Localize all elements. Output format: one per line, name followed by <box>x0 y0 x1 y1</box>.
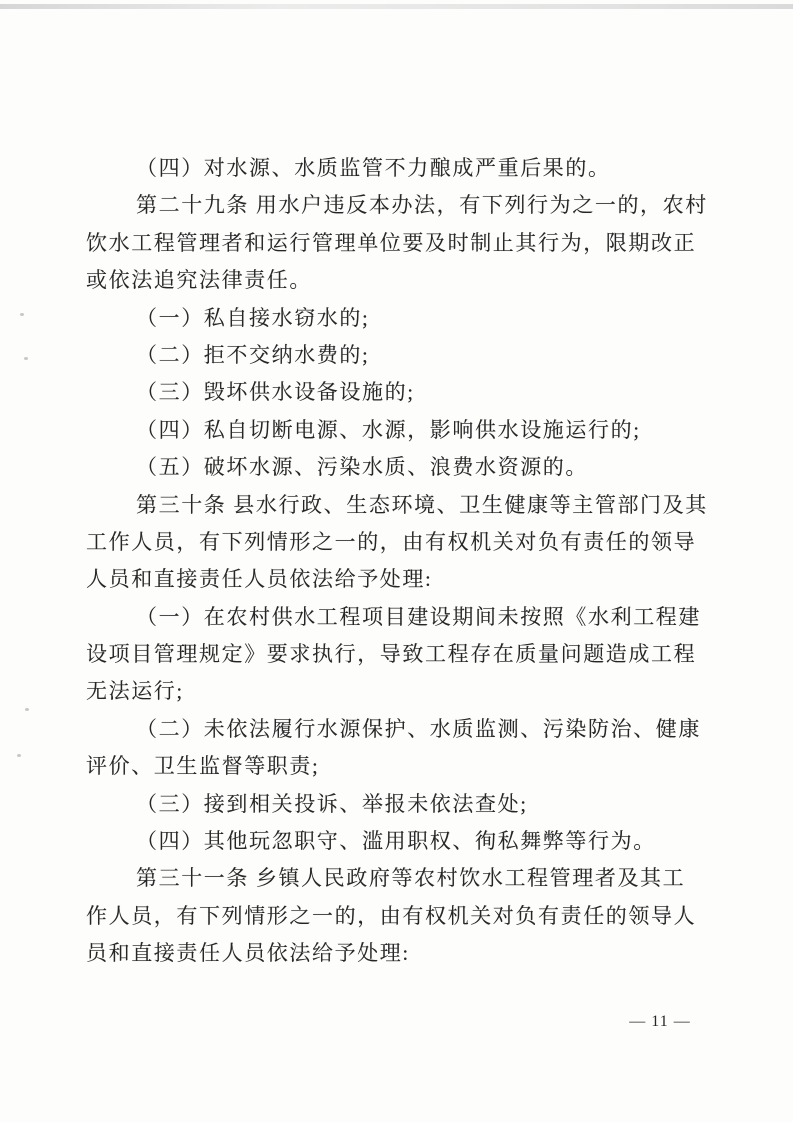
document-line: （三）毁坏供水设备设施的; <box>136 380 415 405</box>
document-line: 工作人员，有下列情形之一的，由有权机关对负有责任的领导 <box>86 529 697 554</box>
document-line: （五）破坏水源、污染水质、浪费水资源的。 <box>136 455 588 480</box>
document-line: （一）私自接水窃水的; <box>136 305 370 330</box>
document-line: 饮水工程管理者和运行管理单位要及时制止其行为，限期改正 <box>86 230 697 255</box>
document-line: 人员和直接责任人员依法给予处理: <box>86 567 433 592</box>
document-line: 或依法追究法律责任。 <box>86 268 312 293</box>
document-line: 员和直接责任人员依法给予处理: <box>86 941 410 966</box>
page-number: — 11 — <box>629 1013 691 1030</box>
document-line: 第三十一条 乡镇人民政府等农村饮水工程管理者及其工 <box>136 866 686 891</box>
document-line: 评价、卫生监督等职责; <box>86 754 320 779</box>
document-line: 第三十条 县水行政、生态环境、卫生健康等主管部门及其 <box>136 492 708 517</box>
scan-speck <box>20 313 24 316</box>
document-line: （二）未依法履行水源保护、水质监测、污染防治、健康 <box>136 716 701 741</box>
scan-speck <box>24 357 28 360</box>
document-line: 设项目管理规定》要求执行，导致工程存在质量问题造成工程 <box>86 642 697 667</box>
document-line: 第二十九条 用水户违反本办法，有下列行为之一的，农村 <box>136 193 708 218</box>
document-line: （三）接到相关投诉、举报未依法查处; <box>136 791 528 816</box>
document-line: 作人员，有下列情形之一的，由有权机关对负有责任的领导人 <box>86 903 697 928</box>
document-line: （一）在农村供水工程项目建设期间未按照《水利工程建 <box>136 604 701 629</box>
scan-speck <box>25 708 29 711</box>
document-line: （四）其他玩忽职守、滥用职权、徇私舞弊等行为。 <box>136 829 656 854</box>
document-line: 无法运行; <box>86 679 184 704</box>
document-line: （四）私自切断电源、水源，影响供水设施运行的; <box>136 417 641 442</box>
scan-speck <box>17 754 21 757</box>
document-line: （四）对水源、水质监管不力酿成严重后果的。 <box>136 156 611 180</box>
document-body <box>86 150 708 973</box>
scan-artifact-top <box>0 4 793 9</box>
document-line: （二）拒不交纳水费的; <box>136 342 370 367</box>
